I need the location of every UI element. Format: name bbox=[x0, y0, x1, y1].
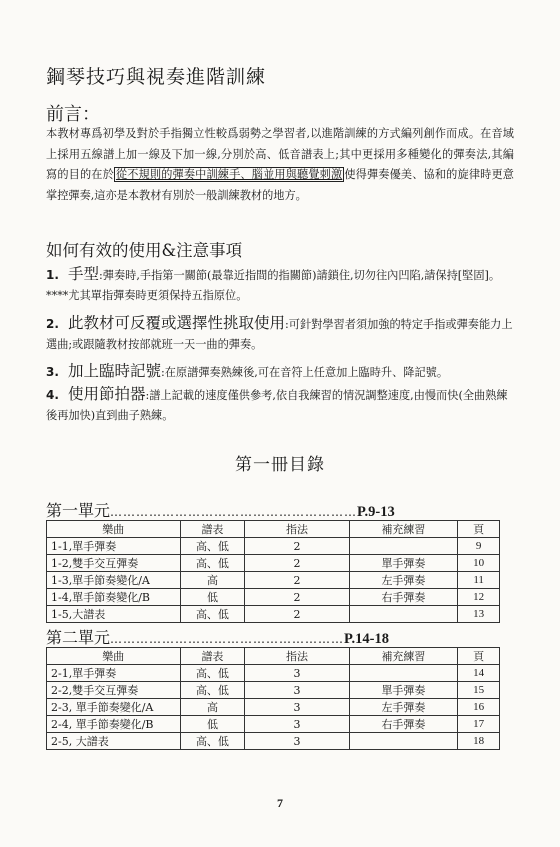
item-text: :可針對學習者須加強的特定手指或彈奏能力上選曲;或跟隨教材按部就班一天一曲的彈奏。 bbox=[46, 318, 513, 351]
unit-heading bbox=[46, 625, 516, 648]
header-cell: 譜表 bbox=[180, 521, 245, 538]
unit-name: 第二單元 bbox=[46, 628, 111, 647]
exercise-cell bbox=[349, 665, 458, 682]
unit-table bbox=[46, 647, 500, 750]
piece-cell: 2-4, 單手節奏變化/B bbox=[47, 716, 181, 733]
page-title: 鋼琴技巧與視奏進階訓練 bbox=[46, 66, 267, 88]
usage-item bbox=[46, 313, 516, 355]
staff-cell: 高、低 bbox=[180, 682, 245, 699]
staff-cell: 低 bbox=[180, 589, 245, 606]
exercise-cell: 單手彈奏 bbox=[349, 555, 458, 572]
exercise-cell bbox=[349, 606, 458, 623]
header-cell: 譜表 bbox=[180, 648, 245, 665]
table-row bbox=[47, 572, 500, 589]
item-number: 2. bbox=[46, 317, 59, 331]
unit-pages: P.14-18 bbox=[344, 631, 389, 647]
toc-title: 第一冊目錄 bbox=[235, 455, 325, 475]
page-cell: 17 bbox=[458, 716, 500, 733]
table-row bbox=[47, 716, 500, 733]
table-row bbox=[47, 665, 500, 682]
item-number: 1. bbox=[46, 268, 59, 282]
unit-pages: P.9-13 bbox=[357, 504, 395, 520]
piece-cell: 1-1,單手彈奏 bbox=[47, 538, 181, 555]
staff-cell: 高、低 bbox=[180, 555, 245, 572]
header-cell: 頁 bbox=[458, 648, 500, 665]
header-cell: 補充練習 bbox=[349, 648, 458, 665]
unit-name: 第一單元 bbox=[46, 501, 111, 520]
exercise-cell: 左手彈奏 bbox=[349, 699, 458, 716]
leader-dots: ………………………………………………… bbox=[110, 505, 358, 519]
staff-cell: 高、低 bbox=[180, 733, 245, 750]
header-cell: 補充練習 bbox=[349, 521, 458, 538]
page-cell: 10 bbox=[458, 555, 500, 572]
header-cell: 樂曲 bbox=[47, 521, 181, 538]
staff-cell: 高、低 bbox=[180, 665, 245, 682]
exercise-cell bbox=[349, 538, 458, 555]
piece-cell: 2-5, 大譜表 bbox=[47, 733, 181, 750]
item-number: 3. bbox=[46, 365, 59, 379]
piece-cell: 2-2,雙手交互彈奏 bbox=[47, 682, 181, 699]
fingering-cell: 3 bbox=[245, 682, 349, 699]
header-cell: 樂曲 bbox=[47, 648, 181, 665]
fingering-cell: 2 bbox=[245, 589, 349, 606]
usage-item bbox=[46, 264, 516, 306]
fingering-cell: 2 bbox=[245, 606, 349, 623]
piece-cell: 1-4,單手節奏變化/B bbox=[47, 589, 181, 606]
unit-heading bbox=[46, 498, 516, 521]
page-cell: 18 bbox=[458, 733, 500, 750]
staff-cell: 高、低 bbox=[180, 538, 245, 555]
leader-dots: ……………………………………………… bbox=[110, 632, 345, 646]
table-header-row bbox=[47, 521, 500, 538]
page-number: 7 bbox=[277, 796, 283, 810]
fingering-cell: 3 bbox=[245, 699, 349, 716]
header-cell: 頁 bbox=[458, 521, 500, 538]
preface-text-1: 本教材專爲初學及對於手指獨立性較爲弱勢之學習者,以進階訓練的方式編列創作而成。在音域上採用五線譜上加一線及下加一線,分別於高、低音譜表上;其中更採用多種變化的彈奏法,其編寫的目的在於 bbox=[46, 127, 514, 181]
staff-cell: 高、低 bbox=[180, 606, 245, 623]
header-cell: 指法 bbox=[245, 648, 349, 665]
piece-cell: 2-3, 單手節奏變化/A bbox=[47, 699, 181, 716]
staff-cell: 高 bbox=[180, 699, 245, 716]
page-cell: 12 bbox=[458, 589, 500, 606]
preface-text-2: 使得彈奏優美、協和的旋律時更意掌控彈奏,這亦是本教材有別於一般訓練教材的地方。 bbox=[46, 168, 514, 202]
preface-heading: 前言： bbox=[46, 104, 100, 125]
usage-heading: 如何有效的使用&注意事項 bbox=[46, 241, 243, 260]
usage-item bbox=[46, 384, 516, 426]
item-heading: 手型 bbox=[68, 265, 100, 283]
exercise-cell: 左手彈奏 bbox=[349, 572, 458, 589]
staff-cell: 高 bbox=[180, 572, 245, 589]
page-cell: 15 bbox=[458, 682, 500, 699]
item-text: :在原譜彈奏熟練後,可在音符上任意加上臨時升、降記號。 bbox=[161, 366, 449, 379]
table-row bbox=[47, 538, 500, 555]
exercise-cell bbox=[349, 733, 458, 750]
page-cell: 14 bbox=[458, 665, 500, 682]
item-heading: 使用節拍器 bbox=[68, 385, 146, 403]
item-text: :譜上記載的速度僅供參考,依自我練習的情況調整速度,由慢而快(全曲熟練後再加快)直到曲子熟練。 bbox=[46, 389, 508, 422]
item-number: 4. bbox=[46, 388, 59, 402]
table-row bbox=[47, 606, 500, 623]
table-row bbox=[47, 555, 500, 572]
table-row bbox=[47, 699, 500, 716]
unit-table bbox=[46, 520, 500, 623]
fingering-cell: 2 bbox=[245, 572, 349, 589]
table-header-row bbox=[47, 648, 500, 665]
fingering-cell: 3 bbox=[245, 733, 349, 750]
fingering-cell: 2 bbox=[245, 555, 349, 572]
fingering-cell: 3 bbox=[245, 665, 349, 682]
piece-cell: 1-5,大譜表 bbox=[47, 606, 181, 623]
page-cell: 9 bbox=[458, 538, 500, 555]
piece-cell: 1-2,雙手交互彈奏 bbox=[47, 555, 181, 572]
table-row bbox=[47, 682, 500, 699]
piece-cell: 2-1,單手彈奏 bbox=[47, 665, 181, 682]
piece-cell: 1-3,單手節奏變化/A bbox=[47, 572, 181, 589]
item-text: :彈奏時,手指第一關節(最靠近指間的指關節)請鎖住,切勿往內凹陷,請保持[堅固]。****尤其單指彈奏時更須保持五指原位。 bbox=[46, 269, 501, 302]
page-cell: 11 bbox=[458, 572, 500, 589]
exercise-cell: 右手彈奏 bbox=[349, 589, 458, 606]
usage-item bbox=[46, 361, 516, 383]
preface-paragraph bbox=[46, 124, 514, 206]
page-cell: 13 bbox=[458, 606, 500, 623]
item-heading: 加上臨時記號 bbox=[68, 362, 162, 380]
exercise-cell: 單手彈奏 bbox=[349, 682, 458, 699]
header-cell: 指法 bbox=[245, 521, 349, 538]
table-row bbox=[47, 733, 500, 750]
item-heading: 此教材可反覆或選擇性挑取使用 bbox=[68, 314, 286, 332]
table-row bbox=[47, 589, 500, 606]
fingering-cell: 2 bbox=[245, 538, 349, 555]
preface-highlight: 從不規則的彈奏中訓練手、腦並用與聽覺刺激 bbox=[115, 168, 343, 181]
exercise-cell: 右手彈奏 bbox=[349, 716, 458, 733]
staff-cell: 低 bbox=[180, 716, 245, 733]
fingering-cell: 3 bbox=[245, 716, 349, 733]
page-cell: 16 bbox=[458, 699, 500, 716]
